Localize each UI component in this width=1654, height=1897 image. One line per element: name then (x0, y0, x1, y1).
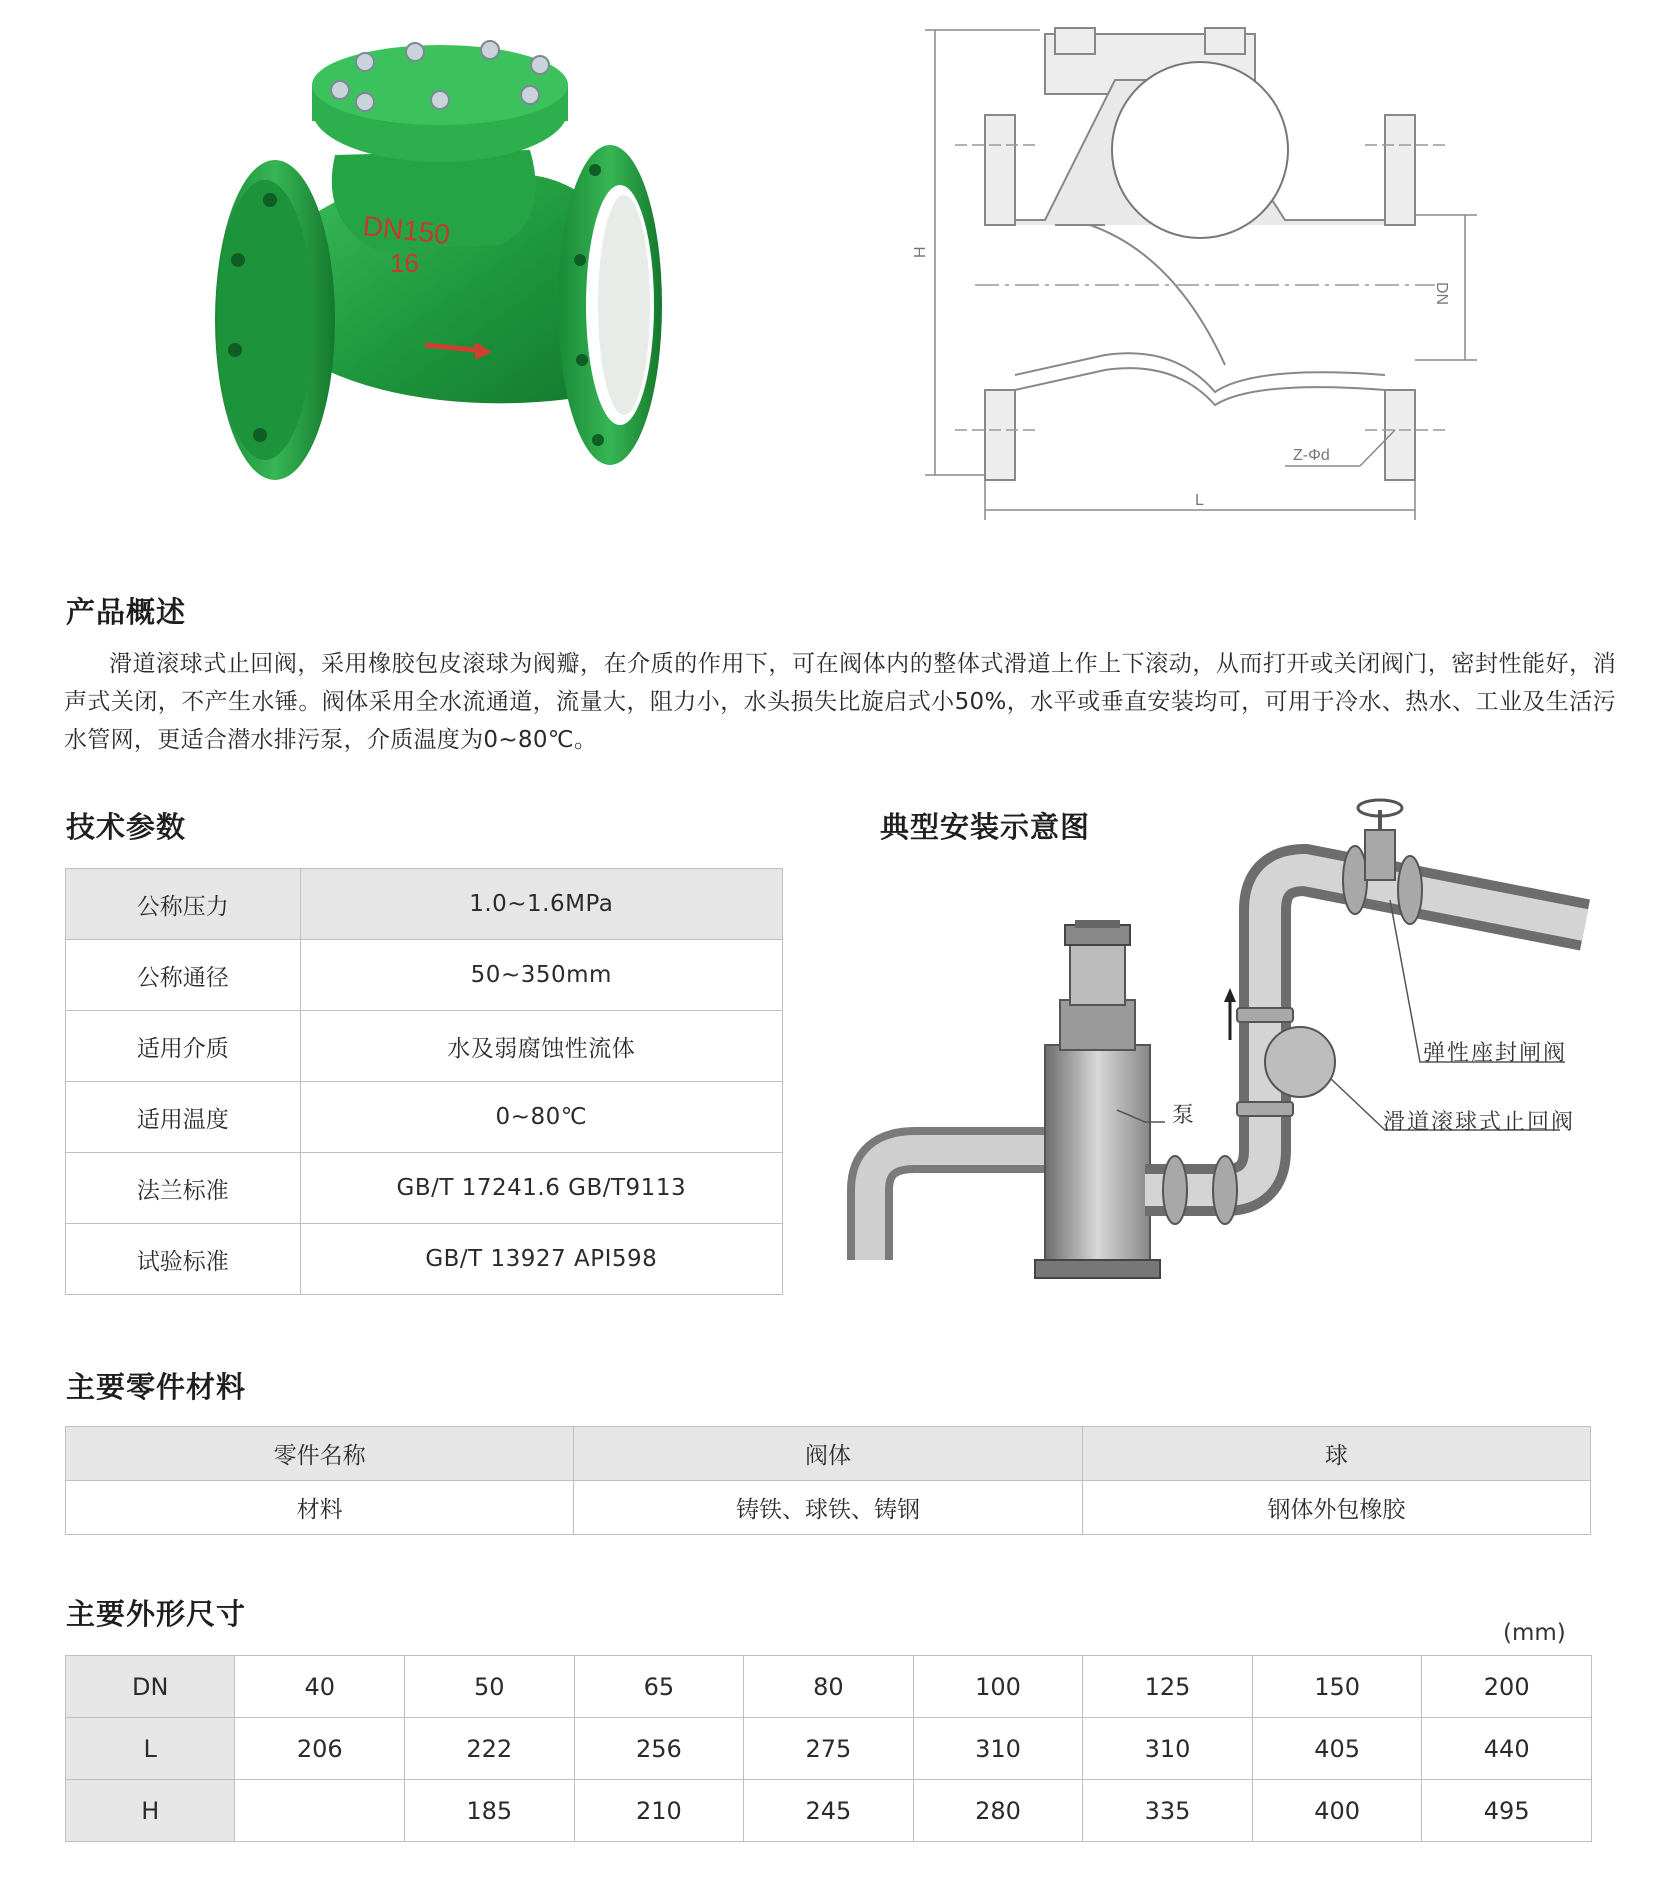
param-value: 50~350mm (300, 940, 782, 1011)
dim-cell: 275 (744, 1718, 914, 1780)
valve-technical-drawing (912, 20, 1495, 530)
dim-cell: 310 (913, 1718, 1083, 1780)
overview-title: 产品概述 (66, 595, 187, 629)
dim-cell: 335 (1083, 1780, 1253, 1842)
table-row (66, 1224, 783, 1295)
param-value: GB/T 13927 API598 (300, 1224, 782, 1295)
valve-marking-size: DN150 (361, 210, 452, 251)
overview-text: 滑道滚球式止回阀，采用橡胶包皮滚球为阀瓣，在介质的作用下，可在阀体内的整体式滑道上作上下滚动，从而打开或关闭阀门，密封性能好，消声式关闭，不产生水锤。阀体采用全水流通道，流量大，阻力小，水头损失比旋启式小50%，水平或垂直安装均可，可用于冷水、热水、工业及生活污水管网，更适合潜水排污泵，介质温度为0~80℃。 (64, 651, 1616, 753)
table-row (66, 1718, 1592, 1780)
table-row (66, 1780, 1592, 1842)
table-row (66, 1011, 783, 1082)
table-row (66, 1082, 783, 1153)
drawing-label-dn: DN (1433, 282, 1450, 306)
dim-cell: 210 (574, 1780, 744, 1842)
param-label: 法兰标准 (66, 1153, 301, 1224)
materials-title: 主要零件材料 (66, 1370, 247, 1404)
dim-cell: 310 (1083, 1718, 1253, 1780)
dim-row-header: L (66, 1718, 235, 1780)
table-row (66, 940, 783, 1011)
install-title: 典型安装示意图 (880, 810, 1091, 844)
dim-cell: 150 (1252, 1656, 1422, 1718)
callout-check-valve: 滑道滚球式止回阀 (1383, 1110, 1576, 1135)
dim-cell: 125 (1083, 1656, 1253, 1718)
param-label: 适用温度 (66, 1082, 301, 1153)
drawing-label-bolt: Z-Φd (1293, 447, 1330, 464)
dim-cell: 495 (1422, 1780, 1592, 1842)
param-label: 公称通径 (66, 940, 301, 1011)
dim-cell: 40 (235, 1656, 405, 1718)
param-value: 0~80℃ (300, 1082, 782, 1153)
drawing-label-h: H (912, 246, 929, 258)
callout-gate-valve: 弹性座封闸阀 (1423, 1041, 1568, 1066)
param-value: GB/T 17241.6 GB/T9113 (300, 1153, 782, 1224)
drawing-label-l: L (1195, 492, 1204, 509)
materials-header-cell: 阀体 (574, 1427, 1082, 1481)
dim-row-header: DN (66, 1656, 235, 1718)
table-row (66, 1153, 783, 1224)
param-label: 适用介质 (66, 1011, 301, 1082)
dim-cell: 200 (1422, 1656, 1592, 1718)
table-row (66, 1656, 1592, 1718)
dim-cell: 65 (574, 1656, 744, 1718)
dimensions-unit: (mm) (1503, 1620, 1566, 1646)
dim-cell: 185 (405, 1780, 575, 1842)
dimensions-title: 主要外形尺寸 (66, 1597, 247, 1631)
table-row (66, 1427, 1591, 1481)
materials-cell: 铸铁、球铁、铸钢 (574, 1481, 1082, 1535)
table-row (66, 869, 783, 940)
materials-cell: 材料 (66, 1481, 574, 1535)
dim-cell: 256 (574, 1718, 744, 1780)
dim-cell: 100 (913, 1656, 1083, 1718)
callout-pump: 泵 (1172, 1103, 1197, 1128)
table-row (66, 1481, 1591, 1535)
tech-params-title: 技术参数 (66, 810, 187, 844)
dim-cell: 440 (1422, 1718, 1592, 1780)
valve-photo (200, 30, 680, 490)
param-label: 试验标准 (66, 1224, 301, 1295)
dimensions-table (65, 1655, 1592, 1842)
materials-table (65, 1426, 1591, 1535)
tech-params-table (65, 868, 783, 1295)
dim-cell: 280 (913, 1780, 1083, 1842)
param-value: 水及弱腐蚀性流体 (300, 1011, 782, 1082)
dim-cell: 80 (744, 1656, 914, 1718)
materials-cell: 钢体外包橡胶 (1082, 1481, 1590, 1535)
dim-row-header: H (66, 1780, 235, 1842)
materials-header-cell: 零件名称 (66, 1427, 574, 1481)
dim-cell: 50 (405, 1656, 575, 1718)
dim-cell: 222 (405, 1718, 575, 1780)
param-value: 1.0~1.6MPa (300, 869, 782, 940)
valve-marking-pressure: 16 (390, 248, 419, 278)
dim-cell: 245 (744, 1780, 914, 1842)
materials-header-cell: 球 (1082, 1427, 1590, 1481)
param-label: 公称压力 (66, 869, 301, 940)
dim-cell: 405 (1252, 1718, 1422, 1780)
dim-cell: 206 (235, 1718, 405, 1780)
dim-cell (235, 1780, 405, 1842)
dim-cell: 400 (1252, 1780, 1422, 1842)
